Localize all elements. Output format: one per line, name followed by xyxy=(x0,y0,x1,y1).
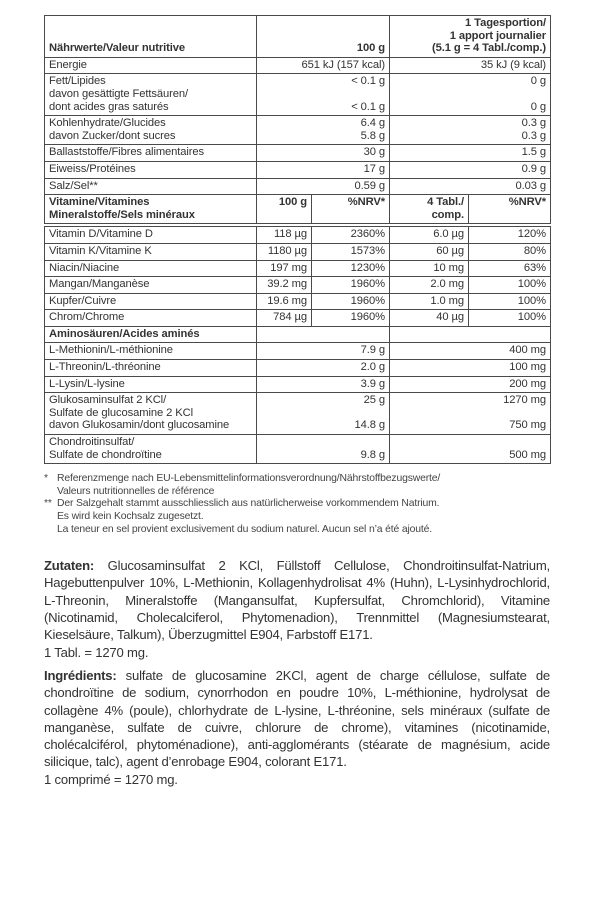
vitamin-row xyxy=(45,243,551,260)
vitamins-header-row xyxy=(45,195,551,224)
vitamin-nrv-tabs: 100% xyxy=(469,310,551,327)
header-daily xyxy=(390,16,551,58)
amino-value-daily-line: 1270 mg xyxy=(503,394,547,407)
vitamins-header-label-line: Vitamine/Vitamines xyxy=(49,196,150,209)
nutrient-value-100g-line: 651 kJ (157 kcal) xyxy=(301,58,386,71)
vitamins-header-tabs-line: comp. xyxy=(431,208,465,221)
amino-label-line: L-Threonin/L-thréonine xyxy=(49,361,161,374)
amino-value-daily xyxy=(390,360,551,377)
vitamin-nrv-tabs: 100% xyxy=(469,293,551,310)
amino-row xyxy=(45,435,551,464)
nutrient-label xyxy=(45,178,257,195)
nutrient-value-daily-line: 35 kJ (9 kcal) xyxy=(480,58,547,71)
amino-label-line: L-Methionin/L-méthionine xyxy=(49,344,173,357)
amino-label xyxy=(45,343,257,360)
nutrient-value-daily-line: 1.5 g xyxy=(521,146,547,159)
nutrient-value-100g-line: 30 g xyxy=(363,146,386,159)
vitamin-nrv-100g: 2360% xyxy=(312,227,390,244)
nutrient-value-daily-line: 0.03 g xyxy=(515,179,547,192)
amino-header-row xyxy=(45,326,551,343)
vitamin-nrv-tabs: 63% xyxy=(469,260,551,277)
amino-label-line: davon Glukosamin/dont glucosamine xyxy=(49,419,230,432)
nutrition-label xyxy=(44,15,550,788)
vitamins-header-100g: 100 g xyxy=(257,195,312,224)
vitamin-row xyxy=(45,310,551,327)
vitamin-label: Mangan/Manganèse xyxy=(45,277,257,294)
nutrient-label-line: Energie xyxy=(49,58,87,71)
nutrient-value-100g-line: 17 g xyxy=(363,162,386,175)
nutrient-value-daily xyxy=(390,74,551,116)
nutrient-row xyxy=(45,145,551,162)
ingredients-text: sulfate de glucosamine 2KCl, agent de charge céllulose, sulfate de chondroïtine de sodium, cynorrhodon en poudre 10%, L-méthionine, hydrolysat de collagène 4% (poule), chlorhydrate de L-lysine, L-thréonine, sels minéraux (sulfate de manganèse, sulfate de cuivre, chlorure de chrome), vitamines (nicotinamide, cholécalciférol, phytoménadione), anti-agglomérants (stéarate de magnésium, acide silicique, talc), agent d’enrobage E904, colorant E171. xyxy=(44,667,550,770)
vitamins-header-tabs xyxy=(390,195,469,224)
vitamin-value-100g: 39.2 mg xyxy=(257,277,312,294)
vitamin-value-100g: 784 µg xyxy=(257,310,312,327)
vitamin-row xyxy=(45,227,551,244)
nutrient-label-line: Eiweiss/Protéines xyxy=(49,162,136,175)
nutrient-value-daily-line: 0 g xyxy=(530,100,547,113)
ingredients-tablet-weight: 1 comprimé = 1270 mg. xyxy=(44,771,178,787)
zutaten-paragraph xyxy=(44,557,550,661)
nutrient-value-100g-line: 6.4 g xyxy=(360,117,386,130)
amino-label-line: Chondroitinsulfat/ xyxy=(49,436,135,449)
header-100g: 100 g xyxy=(257,16,390,58)
amino-value-100g-line xyxy=(261,407,385,420)
footnote-line: Der Salzgehalt stammt ausschliesslich aus natürlicherweise vorkommendem Natrium. xyxy=(57,498,440,510)
nutrient-row xyxy=(45,57,551,74)
header-daily-line: 1 apport journalier xyxy=(449,29,547,42)
nutrient-value-100g xyxy=(257,178,390,195)
nutrient-value-100g-line: 0.59 g xyxy=(354,179,386,192)
amino-value-daily xyxy=(390,435,551,464)
amino-label-line: Sulfate de glucosamine 2 KCl xyxy=(49,406,193,419)
nutrient-value-daily xyxy=(390,178,551,195)
amino-value-daily xyxy=(390,343,551,360)
nutrient-value-daily-line: 0.9 g xyxy=(521,162,547,175)
amino-value-100g-line: 2.0 g xyxy=(360,361,386,374)
vitamin-nrv-100g: 1960% xyxy=(312,310,390,327)
ingredients-paragraph xyxy=(44,667,550,788)
amino-value-daily-line: 200 mg xyxy=(509,377,547,390)
amino-header-label: Aminosäuren/Acides aminés xyxy=(45,326,257,343)
vitamin-value-tabs: 1.0 mg xyxy=(390,293,469,310)
amino-value-100g-line xyxy=(261,436,385,449)
amino-value-100g xyxy=(257,360,390,377)
amino-header-empty xyxy=(257,326,390,343)
nutrient-row xyxy=(45,178,551,195)
nutrient-label-line: Salz/Sel** xyxy=(49,179,98,192)
nutrient-label xyxy=(45,161,257,178)
vitamin-value-100g: 197 mg xyxy=(257,260,312,277)
amino-value-daily xyxy=(390,376,551,393)
nutrient-label-line: dont acides gras saturés xyxy=(49,100,169,113)
vitamin-label: Vitamin D/Vitamine D xyxy=(45,227,257,244)
vitamin-value-tabs: 10 mg xyxy=(390,260,469,277)
nutrient-value-100g xyxy=(257,116,390,145)
nutrient-label-line: Ballaststoffe/Fibres alimentaires xyxy=(49,146,205,159)
amino-value-daily xyxy=(390,393,551,435)
amino-value-100g-line: 25 g xyxy=(363,394,386,407)
nutrient-row xyxy=(45,161,551,178)
footnote-mark: * xyxy=(44,473,48,485)
nutrient-value-daily xyxy=(390,145,551,162)
amino-header-empty xyxy=(390,326,551,343)
nutrient-value-100g-line xyxy=(261,88,385,101)
footnotes xyxy=(44,473,550,536)
amino-value-daily-line xyxy=(394,436,546,449)
vitamin-value-tabs: 40 µg xyxy=(390,310,469,327)
amino-value-100g-line: 7.9 g xyxy=(360,344,386,357)
vitamin-nrv-100g: 1573% xyxy=(312,243,390,260)
vitamin-label: Vitamin K/Vitamine K xyxy=(45,243,257,260)
vitamins-header-nrv-tabs: %NRV* xyxy=(469,195,551,224)
amino-value-100g-line: 3.9 g xyxy=(360,377,386,390)
amino-label-line: Sulfate de chondroïtine xyxy=(49,448,162,461)
nutrient-value-daily-line: 0.3 g xyxy=(521,117,547,130)
amino-row xyxy=(45,376,551,393)
amino-value-100g xyxy=(257,343,390,360)
vitamin-label: Kupfer/Cuivre xyxy=(45,293,257,310)
vitamin-nrv-100g: 1960% xyxy=(312,293,390,310)
vitamin-row xyxy=(45,277,551,294)
amino-row xyxy=(45,343,551,360)
nutrient-value-100g xyxy=(257,57,390,74)
zutaten-title: Zutaten: xyxy=(44,558,95,574)
amino-label xyxy=(45,360,257,377)
footnote-mark: ** xyxy=(44,498,52,510)
amino-value-100g-line: 9.8 g xyxy=(360,448,386,461)
amino-row xyxy=(45,393,551,435)
vitamin-value-tabs: 6.0 µg xyxy=(390,227,469,244)
amino-row xyxy=(45,360,551,377)
vitamin-label: Niacin/Niacine xyxy=(45,260,257,277)
vitamin-value-100g: 19.6 mg xyxy=(257,293,312,310)
zutaten-text: Glucosaminsulfat 2 KCl, Füllstoff Cellulose, Chondroitinsulfat-Natrium, Hagebuttenpulver 10%, L-Methionin, Kollagenhydrolisat 4% (Huhn), L-Lysinhydrochlorid, L-Threonin, Mineralstoffe (Mangansulfat, Kupfersulfat, Chromchlorid), Vitamine (Nicotinamid, Cholecalciferol, Phytomenadion), Trennmittel (Magnesiumstearat, Kieselsäure, Talkum), Überzugmittel E904, Farbstoff E171. xyxy=(44,558,550,643)
nutrient-label xyxy=(45,145,257,162)
nutrient-label-line: davon Zucker/dont sucres xyxy=(49,129,176,142)
vitamin-value-tabs: 2.0 mg xyxy=(390,277,469,294)
header-daily-line: (5.1 g = 4 Tabl./comp.) xyxy=(431,42,547,55)
amino-label-line: Glukosaminsulfat 2 KCl/ xyxy=(49,394,167,407)
nutrient-value-100g xyxy=(257,74,390,116)
amino-label xyxy=(45,393,257,435)
footnote-line: Valeurs nutritionnelles de référence xyxy=(57,485,215,497)
footnote-salt xyxy=(44,498,550,511)
nutrient-row xyxy=(45,74,551,116)
amino-value-100g xyxy=(257,376,390,393)
amino-value-100g xyxy=(257,393,390,435)
vitamin-row xyxy=(45,293,551,310)
nutrient-value-daily xyxy=(390,116,551,145)
vitamin-nrv-tabs: 100% xyxy=(469,277,551,294)
nutrient-value-daily xyxy=(390,57,551,74)
vitamin-nrv-100g: 1960% xyxy=(312,277,390,294)
nutrient-value-100g-line: 5.8 g xyxy=(360,129,386,142)
nutrient-value-daily-line xyxy=(394,88,546,101)
vitamins-header-tabs-line: 4 Tabl./ xyxy=(427,196,465,209)
nutrient-value-daily-line: 0 g xyxy=(530,75,547,88)
ingredients-title: Ingrédients: xyxy=(44,667,117,683)
nutrient-row xyxy=(45,116,551,145)
header-daily-line: 1 Tagesportion/ xyxy=(465,17,547,29)
amino-value-daily-line xyxy=(394,407,546,420)
header-label: Nährwerte/Valeur nutritive xyxy=(45,16,257,58)
vitamin-row xyxy=(45,260,551,277)
nutrient-value-daily xyxy=(390,161,551,178)
footnote-line: Es wird kein Kochsalz zugesetzt. xyxy=(57,511,204,522)
nutrient-label-line: davon gesättigte Fettsäuren/ xyxy=(49,87,188,100)
nutrient-value-100g-line: < 0.1 g xyxy=(351,100,386,113)
amino-value-daily-line: 750 mg xyxy=(509,419,547,432)
vitamin-value-100g: 118 µg xyxy=(257,227,312,244)
amino-label xyxy=(45,376,257,393)
nutrient-value-daily-line: 0.3 g xyxy=(521,129,547,142)
vitamins-header-nrv: %NRV* xyxy=(312,195,390,224)
vitamins-header-label xyxy=(45,195,257,224)
nutrient-value-100g xyxy=(257,145,390,162)
vitamin-label: Chrom/Chrome xyxy=(45,310,257,327)
nutrient-value-100g xyxy=(257,161,390,178)
nutrient-label xyxy=(45,74,257,116)
table-header-row xyxy=(45,16,551,58)
amino-label xyxy=(45,435,257,464)
vitamin-nrv-tabs: 120% xyxy=(469,227,551,244)
nutrient-label xyxy=(45,57,257,74)
amino-label-line: L-Lysin/L-lysine xyxy=(49,377,125,390)
vitamins-header-label-line: Mineralstoffe/Sels minéraux xyxy=(49,208,195,221)
vitamin-value-tabs: 60 µg xyxy=(390,243,469,260)
nutrition-table xyxy=(44,15,551,464)
vitamin-nrv-100g: 1230% xyxy=(312,260,390,277)
amino-value-daily-line: 500 mg xyxy=(509,448,547,461)
zutaten-tablet-weight: 1 Tabl. = 1270 mg. xyxy=(44,644,149,660)
amino-value-100g xyxy=(257,435,390,464)
nutrient-label xyxy=(45,116,257,145)
vitamin-value-100g: 1180 µg xyxy=(257,243,312,260)
amino-value-100g-line: 14.8 g xyxy=(354,419,386,432)
footnote-line: La teneur en sel provient exclusivement du sodium naturel. Aucun sel n’a été ajouté. xyxy=(57,523,432,535)
amino-value-daily-line: 100 mg xyxy=(509,361,547,374)
nutrient-label-line: Kohlenhydrate/Glucides xyxy=(49,117,166,130)
footnote-line: Referenzmenge nach EU-Lebensmittelinformationsverordnung/Nährstoffbezugswerte/ xyxy=(57,473,441,485)
vitamin-nrv-tabs: 80% xyxy=(469,243,551,260)
footnote-nrv xyxy=(44,473,550,498)
nutrient-value-100g-line: < 0.1 g xyxy=(351,75,386,88)
nutrient-label-line: Fett/Lipides xyxy=(49,75,106,88)
amino-value-daily-line: 400 mg xyxy=(509,344,547,357)
